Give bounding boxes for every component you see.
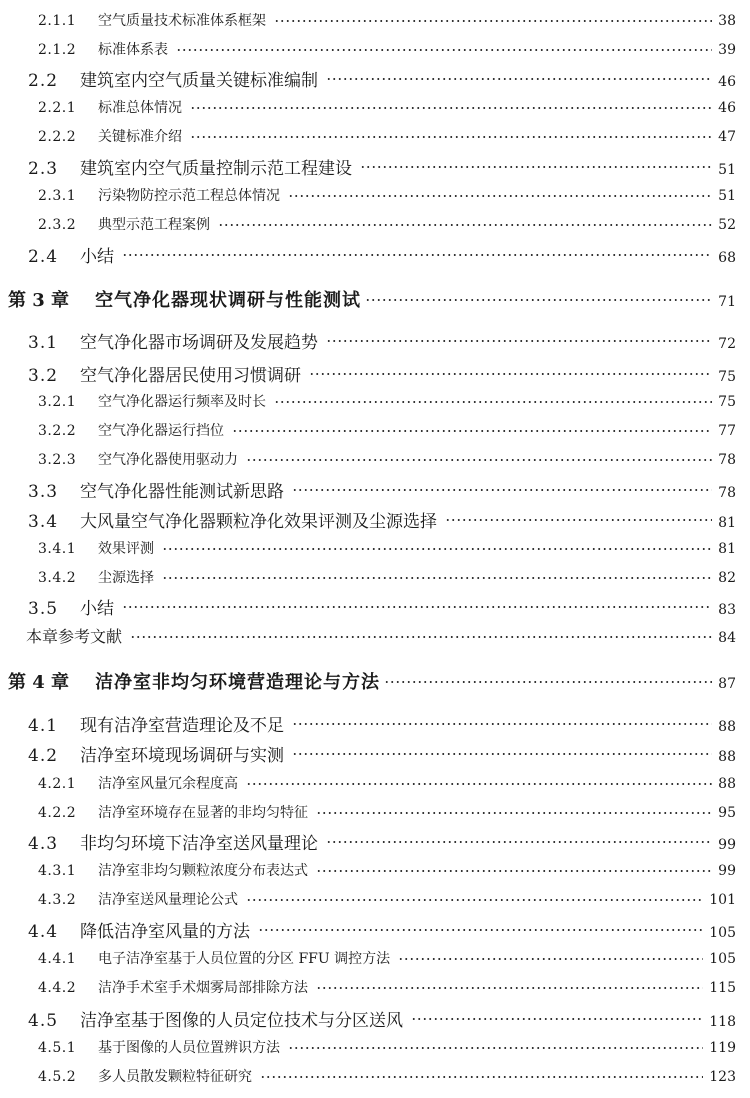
toc-entry-3-2-2[interactable]	[0, 420, 750, 442]
section-title: 空气净化器居民使用习惯调研	[80, 366, 301, 386]
page-number: 81	[718, 541, 736, 557]
toc-entry-2-2[interactable]	[0, 66, 750, 92]
section-title: 现有洁净室营造理论及不足	[80, 716, 284, 736]
toc-entry-4-5-2[interactable]	[0, 1066, 750, 1088]
section-number: 2.1.1	[38, 13, 77, 29]
section-title: 洁净室风量冗余程度高	[98, 776, 238, 792]
page-number: 123	[709, 1069, 736, 1085]
section-title: 洁净室环境现场调研与实测	[80, 746, 284, 766]
dot-leader	[130, 636, 712, 638]
section-title: 降低洁净室风量的方法	[80, 922, 250, 942]
section-title: 污染物防控示范工程总体情况	[98, 188, 280, 204]
page-number: 87	[718, 676, 736, 692]
dot-leader	[360, 166, 712, 168]
toc-chapter-4[interactable]	[0, 668, 750, 696]
section-number: 4.3.2	[38, 892, 77, 908]
page-number: 75	[718, 369, 736, 385]
toc-entry-2-1-2[interactable]	[0, 39, 750, 61]
section-title: 建筑室内空气质量控制示范工程建设	[80, 159, 352, 179]
toc-entry-3-5[interactable]	[0, 594, 750, 620]
page-number: 88	[718, 776, 736, 792]
toc-entry-4-4-1[interactable]	[0, 948, 750, 970]
section-number: 4.2.2	[38, 805, 77, 821]
page-number: 82	[718, 570, 736, 586]
section-number: 4.4.1	[38, 951, 77, 967]
section-title: 基于图像的人员位置辨识方法	[98, 1040, 280, 1056]
page-number: 78	[718, 485, 736, 501]
page-number: 101	[709, 892, 736, 908]
section-number: 3.2.3	[38, 452, 77, 468]
page-number: 75	[718, 394, 736, 410]
section-number: 2.2.1	[38, 100, 77, 116]
dot-leader	[326, 78, 712, 80]
section-title: 洁净室非均匀颗粒浓度分布表达式	[98, 863, 308, 879]
page-number: 115	[709, 980, 736, 996]
page-number: 99	[718, 863, 736, 879]
dot-leader	[292, 489, 712, 491]
toc-entry-4-1[interactable]	[0, 711, 750, 737]
section-number: 4.2.1	[38, 776, 77, 792]
page-number: 72	[718, 336, 736, 352]
toc-entry-2-3-1[interactable]	[0, 185, 750, 207]
section-title: 标准体系表	[98, 42, 168, 58]
section-title: 空气净化器市场调研及发展趋势	[80, 333, 318, 353]
page-number: 51	[718, 162, 736, 178]
section-number: 4.2	[28, 746, 59, 766]
page-number: 105	[709, 951, 736, 967]
dot-leader	[246, 783, 712, 785]
section-number: 3.5	[28, 599, 59, 619]
dot-leader	[246, 459, 712, 461]
chapter-number: 第 4 章	[8, 672, 70, 693]
section-title: 洁净室环境存在显著的非均匀特征	[98, 805, 308, 821]
section-title: 电子洁净室基于人员位置的分区 FFU 调控方法	[98, 951, 391, 967]
dot-leader	[162, 548, 712, 550]
dot-leader	[365, 299, 712, 301]
page-number: 88	[718, 719, 736, 735]
dot-leader	[218, 224, 712, 226]
page-number: 46	[718, 74, 736, 90]
toc-entry-4-3[interactable]	[0, 829, 750, 855]
section-title: 洁净手术室手术烟雾局部排除方法	[98, 980, 308, 996]
page-number: 47	[718, 129, 736, 145]
toc-entry-3-1[interactable]	[0, 328, 750, 354]
toc-entry-3-3[interactable]	[0, 477, 750, 503]
section-title: 典型示范工程案例	[98, 217, 210, 233]
dot-leader	[274, 401, 712, 403]
section-number: 2.1.2	[38, 42, 77, 58]
page-number: 38	[718, 13, 736, 29]
page-number: 77	[718, 423, 736, 439]
dot-leader	[398, 958, 703, 960]
dot-leader	[246, 899, 703, 901]
toc-entry-3-2-1[interactable]	[0, 391, 750, 413]
dot-leader	[326, 340, 712, 342]
toc-entry-4-3-2[interactable]	[0, 889, 750, 911]
section-number: 3.2	[28, 366, 59, 386]
toc-entry-3-4-2[interactable]	[0, 567, 750, 589]
section-title: 空气净化器运行频率及时长	[98, 394, 266, 410]
toc-entry-4-5[interactable]	[0, 1006, 750, 1032]
toc-entry-4-2[interactable]	[0, 741, 750, 767]
section-title: 小结	[80, 247, 114, 267]
dot-leader	[316, 987, 703, 989]
toc-entry-3-2[interactable]	[0, 361, 750, 387]
section-title: 建筑室内空气质量关键标准编制	[80, 71, 318, 91]
toc-entry-3-2-3[interactable]	[0, 449, 750, 471]
dot-leader	[190, 136, 712, 138]
toc-chapter-3[interactable]	[0, 286, 750, 314]
chapter-title: 空气净化器现状调研与性能测试	[95, 290, 362, 311]
section-title: 非均匀环境下洁净室送风量理论	[80, 834, 318, 854]
page-number: 52	[718, 217, 736, 233]
page-number: 99	[718, 837, 736, 853]
section-title: 空气净化器使用驱动力	[98, 452, 238, 468]
section-title: 尘源选择	[98, 570, 154, 586]
toc-entry-2-3[interactable]	[0, 154, 750, 180]
section-number: 4.4.2	[38, 980, 77, 996]
dot-leader	[326, 841, 712, 843]
section-number: 2.2	[28, 71, 59, 91]
dot-leader	[288, 195, 712, 197]
toc-entry-3-4-1[interactable]	[0, 538, 750, 560]
section-number: 4.5.2	[38, 1069, 77, 1085]
page-number: 88	[718, 749, 736, 765]
section-number: 4.3.1	[38, 863, 77, 879]
toc-entry-2-2-1[interactable]	[0, 97, 750, 119]
section-title: 空气净化器性能测试新思路	[80, 482, 284, 502]
dot-leader	[384, 681, 712, 683]
section-number: 2.3.2	[38, 217, 77, 233]
page-number: 119	[709, 1040, 736, 1056]
section-number: 3.1	[28, 333, 59, 353]
section-number: 3.4.1	[38, 541, 77, 557]
section-number: 2.2.2	[38, 129, 77, 145]
section-number: 4.4	[28, 922, 59, 942]
section-title: 小结	[80, 599, 114, 619]
section-title: 大风量空气净化器颗粒净化效果评测及尘源选择	[80, 512, 437, 532]
section-title: 本章参考文献	[26, 627, 123, 646]
toc-entry-2-1-1[interactable]	[0, 10, 750, 32]
dot-leader	[122, 254, 712, 256]
toc-entry-4-2-1[interactable]	[0, 773, 750, 795]
dot-leader	[445, 519, 712, 521]
section-number: 2.3	[28, 159, 59, 179]
chapter-number: 第 3 章	[8, 290, 70, 311]
section-title: 空气净化器运行挡位	[98, 423, 224, 439]
section-number: 3.4.2	[38, 570, 77, 586]
section-number: 3.2.2	[38, 423, 77, 439]
dot-leader	[260, 1076, 703, 1078]
section-number: 3.4	[28, 512, 59, 532]
toc-entry-3-4[interactable]	[0, 507, 750, 533]
page-number: 83	[718, 602, 736, 618]
chapter-title: 洁净室非均匀环境营造理论与方法	[95, 672, 381, 693]
section-title: 标准总体情况	[98, 100, 182, 116]
dot-leader	[162, 577, 712, 579]
page-number: 84	[718, 630, 736, 646]
page-number: 46	[718, 100, 736, 116]
toc-entry-references[interactable]	[0, 624, 750, 650]
page-number: 118	[709, 1014, 736, 1030]
section-title: 多人员散发颗粒特征研究	[98, 1069, 252, 1085]
toc-entry-4-4-2[interactable]	[0, 977, 750, 999]
toc-entry-2-2-2[interactable]	[0, 126, 750, 148]
section-number: 3.2.1	[38, 394, 77, 410]
page-number: 39	[718, 42, 736, 58]
dot-leader	[190, 107, 712, 109]
section-number: 2.3.1	[38, 188, 77, 204]
dot-leader	[232, 430, 712, 432]
section-number: 4.1	[28, 716, 59, 736]
page-number: 81	[718, 515, 736, 531]
toc-entry-4-5-1[interactable]	[0, 1037, 750, 1059]
toc-entry-2-4[interactable]	[0, 242, 750, 268]
section-number: 4.5.1	[38, 1040, 77, 1056]
section-title: 洁净室送风量理论公式	[98, 892, 238, 908]
section-title: 关键标准介绍	[98, 129, 182, 145]
section-number: 2.4	[28, 247, 59, 267]
page-number: 71	[718, 294, 736, 310]
dot-leader	[411, 1018, 703, 1020]
toc-entry-2-3-2[interactable]	[0, 214, 750, 236]
dot-leader	[288, 1047, 703, 1049]
section-title: 洁净室基于图像的人员定位技术与分区送风	[80, 1011, 403, 1031]
page-number: 95	[718, 805, 736, 821]
section-title: 效果评测	[98, 541, 154, 557]
section-title: 空气质量技术标准体系框架	[98, 13, 266, 29]
dot-leader	[292, 723, 712, 725]
dot-leader	[316, 812, 712, 814]
page-number: 68	[718, 250, 736, 266]
section-number: 4.3	[28, 834, 59, 854]
toc-entry-4-3-1[interactable]	[0, 860, 750, 882]
section-number: 3.3	[28, 482, 59, 502]
toc-entry-4-2-2[interactable]	[0, 802, 750, 824]
toc-entry-4-4[interactable]	[0, 917, 750, 943]
dot-leader	[309, 373, 712, 375]
dot-leader	[316, 870, 712, 872]
dot-leader	[292, 753, 712, 755]
dot-leader	[274, 20, 712, 22]
page-number: 78	[718, 452, 736, 468]
dot-leader	[258, 929, 703, 931]
dot-leader	[176, 49, 712, 51]
section-number: 4.5	[28, 1011, 59, 1031]
page-number: 51	[718, 188, 736, 204]
dot-leader	[122, 606, 712, 608]
page-number: 105	[709, 925, 736, 941]
